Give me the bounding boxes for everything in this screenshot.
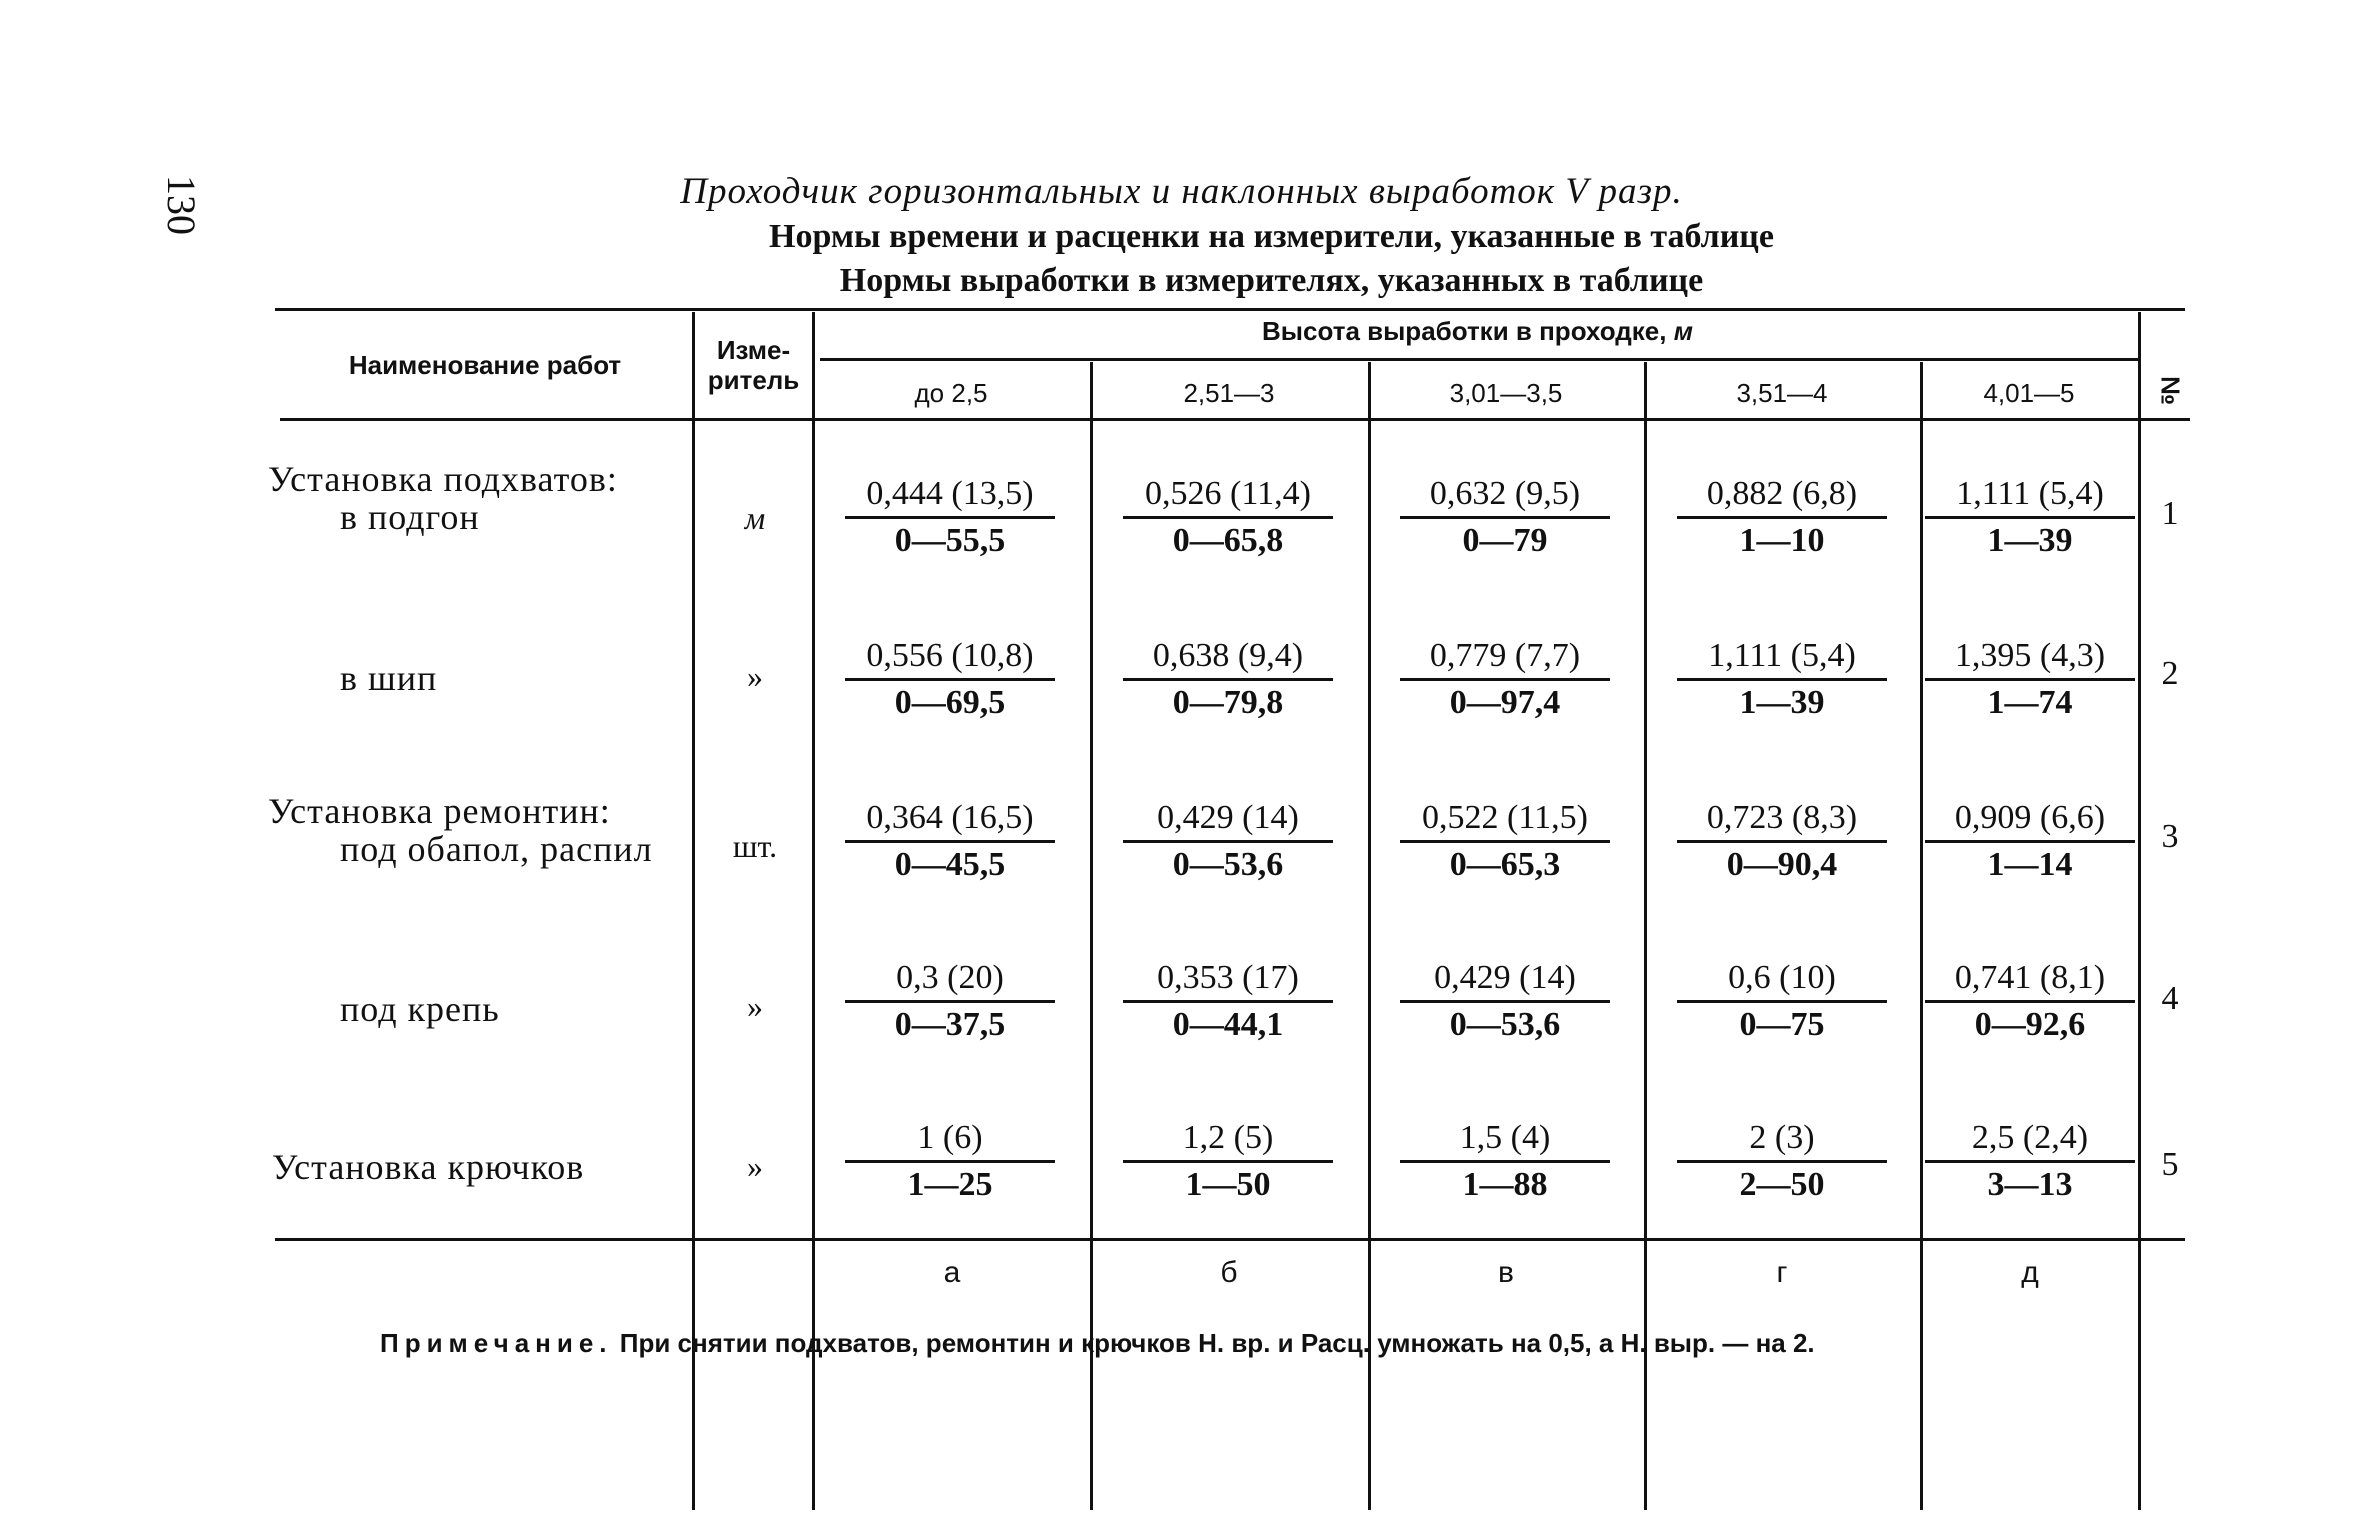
- cell-rate: 0—79,8: [1172, 684, 1284, 721]
- row-1-cell-a: [845, 472, 1055, 563]
- cell-rate: 0—55,5: [894, 522, 1006, 559]
- cell-rate: 1—10: [1739, 522, 1825, 559]
- cell-norm: 1,5 (4): [1459, 1119, 1551, 1156]
- cell-norm: 1,395 (4,3): [1954, 637, 2106, 674]
- table-bottom-rule: [275, 1238, 2185, 1241]
- row-3-cell-e: [1925, 796, 2135, 887]
- header-mid-rule: [820, 358, 2140, 361]
- cell-norm: 0,741 (8,1): [1954, 959, 2106, 996]
- row-5-name-line2: Установка крючков: [272, 1147, 585, 1187]
- header-height-caption: [820, 316, 2135, 347]
- footer-letter-a: а: [943, 1256, 961, 1289]
- row-3-name-line2: под обапол, распил: [340, 829, 653, 869]
- cell-norm: 1,111 (5,4): [1956, 475, 2104, 512]
- row-3-cell-c: [1400, 796, 1610, 887]
- cell-rate: 2—50: [1739, 1166, 1825, 1203]
- cell-rate: 0—90,4: [1726, 846, 1838, 883]
- cell-norm: 0,526 (11,4): [1145, 475, 1311, 512]
- footer-letter-e: д: [2021, 1256, 2039, 1289]
- row-1-cell-d: [1677, 472, 1887, 563]
- cell-norm: 2,5 (2,4): [1971, 1119, 2089, 1156]
- title-line-3: Нормы выработки в измерителях, указанных в таблице: [839, 262, 1704, 299]
- cell-norm: 0,6 (10): [1728, 959, 1836, 996]
- row-5-cell-a: [845, 1116, 1055, 1207]
- cell-rate: 0—69,5: [894, 684, 1006, 721]
- cell-rate: 3—13: [1987, 1166, 2073, 1203]
- col-divider-num: [2138, 312, 2141, 1510]
- row-1-cell-c: [1400, 472, 1610, 563]
- cell-norm: 1,111 (5,4): [1708, 637, 1856, 674]
- page-number: 130: [159, 175, 204, 235]
- row-2-num: 2: [2161, 655, 2179, 692]
- row-2-unit: »: [747, 658, 763, 694]
- cell-norm: 0,556 (10,8): [866, 637, 1034, 674]
- cell-rate: 0—44,1: [1172, 1006, 1284, 1043]
- cell-rate: 1—39: [1987, 522, 2073, 559]
- header-range-5: 4,01—5: [1983, 378, 2075, 408]
- row-4-unit: »: [747, 988, 763, 1024]
- row-2-cell-e: [1925, 634, 2135, 725]
- row-1-num: 1: [2161, 495, 2179, 532]
- height-caption-unit: м: [1673, 316, 1693, 346]
- row-1-cell-b: [1123, 472, 1333, 563]
- cell-norm: 0,779 (7,7): [1429, 637, 1581, 674]
- cell-rate: 0—65,8: [1172, 522, 1284, 559]
- row-4-name-line2: под крепь: [340, 989, 500, 1029]
- row-4-cell-d: [1677, 956, 1887, 1047]
- cell-norm: 0,909 (6,6): [1954, 799, 2106, 836]
- title-line-1: Проходчик горизонтальных и наклонных выработок V разр.: [680, 171, 1683, 212]
- row-4-cell-c: [1400, 956, 1610, 1047]
- cell-rate: 0—37,5: [894, 1006, 1006, 1043]
- row-1-unit: м: [744, 500, 766, 536]
- note: [380, 1328, 1815, 1359]
- row-3-cell-b: [1123, 796, 1333, 887]
- cell-norm: 0,353 (17): [1157, 959, 1299, 996]
- row-2-cell-a: [845, 634, 1055, 725]
- cell-norm: 1 (6): [917, 1119, 983, 1156]
- cell-rate: 0—65,3: [1449, 846, 1561, 883]
- cell-rate: 0—53,6: [1172, 846, 1284, 883]
- row-4-cell-b: [1123, 956, 1333, 1047]
- row-5-cell-e: [1925, 1116, 2135, 1207]
- row-5-cell-d: [1677, 1116, 1887, 1207]
- row-3-name-line1: Установка ремонтин:: [268, 791, 611, 831]
- header-range-1: до 2,5: [914, 378, 988, 408]
- cell-norm: 0,632 (9,5): [1429, 475, 1581, 512]
- row-1-name-line1: Установка подхватов:: [268, 459, 618, 499]
- row-4-num: 4: [2161, 980, 2179, 1017]
- row-2-cell-d: [1677, 634, 1887, 725]
- cell-rate: 1—74: [1987, 684, 2073, 721]
- cell-rate: 1—25: [907, 1166, 993, 1203]
- footer-letter-b: б: [1220, 1256, 1238, 1289]
- cell-rate: 0—79: [1462, 522, 1548, 559]
- header-bottom-rule: [280, 418, 2190, 421]
- cell-norm: 1,2 (5): [1182, 1119, 1274, 1156]
- note-label: Примечание.: [380, 1328, 613, 1358]
- cell-norm: 0,3 (20): [896, 959, 1004, 996]
- cell-norm: 0,723 (8,3): [1706, 799, 1858, 836]
- cell-norm: 2 (3): [1749, 1119, 1815, 1156]
- height-caption-text: Высота выработки в проходке,: [1262, 316, 1667, 346]
- cell-rate: 0—45,5: [894, 846, 1006, 883]
- cell-rate: 0—92,6: [1974, 1006, 2086, 1043]
- header-unit-line2: ритель: [707, 365, 800, 395]
- header-unit: [695, 335, 812, 395]
- cell-norm: 0,429 (14): [1157, 799, 1299, 836]
- cell-norm: 0,882 (6,8): [1706, 475, 1858, 512]
- row-5-num: 5: [2161, 1146, 2179, 1183]
- note-text: При снятии подхватов, ремонтин и крючков Н. вр. и Расц. умножать на 0,5, а Н. выр. — на 2.: [619, 1328, 1815, 1358]
- col-divider-d: [1920, 362, 1923, 1510]
- row-3-unit: шт.: [732, 828, 778, 864]
- row-3-num: 3: [2161, 818, 2179, 855]
- cell-rate: 0—53,6: [1449, 1006, 1561, 1043]
- row-3-cell-a: [845, 796, 1055, 887]
- row-1-cell-e: [1925, 472, 2135, 563]
- footer-letter-c: в: [1498, 1256, 1514, 1289]
- row-4-cell-a: [845, 956, 1055, 1047]
- row-1-name-line2: в подгон: [340, 497, 480, 537]
- cell-norm: 0,444 (13,5): [866, 475, 1034, 512]
- cell-rate: 1—39: [1739, 684, 1825, 721]
- cell-norm: 0,364 (16,5): [866, 799, 1034, 836]
- cell-rate: 1—14: [1987, 846, 2073, 883]
- header-range-2: 2,51—3: [1183, 378, 1275, 408]
- cell-rate: 1—50: [1185, 1166, 1271, 1203]
- table-top-rule: [275, 308, 2185, 311]
- row-5-unit: »: [747, 1148, 763, 1184]
- row-3-cell-d: [1677, 796, 1887, 887]
- cell-rate: 0—97,4: [1449, 684, 1561, 721]
- row-2-cell-c: [1400, 634, 1610, 725]
- cell-norm: 0,429 (14): [1434, 959, 1576, 996]
- row-5-cell-c: [1400, 1116, 1610, 1207]
- header-unit-line1: Изме-: [716, 335, 791, 365]
- header-work-name: Наименование работ: [348, 350, 622, 380]
- title-line-2: Нормы времени и расценки на измерители, указанные в таблице: [769, 218, 1774, 255]
- row-2-cell-b: [1123, 634, 1333, 725]
- header-range-4: 3,51—4: [1736, 378, 1828, 408]
- cell-norm: 0,638 (9,4): [1152, 637, 1304, 674]
- header-num: №: [2155, 376, 2186, 405]
- footer-letter-d: г: [1776, 1256, 1788, 1289]
- cell-rate: 0—75: [1739, 1006, 1825, 1043]
- row-5-cell-b: [1123, 1116, 1333, 1207]
- cell-norm: 0,522 (11,5): [1422, 799, 1588, 836]
- row-4-cell-e: [1925, 956, 2135, 1047]
- row-2-name-line2: в шип: [340, 658, 438, 698]
- header-range-3: 3,01—3,5: [1449, 378, 1563, 408]
- cell-rate: 1—88: [1462, 1166, 1548, 1203]
